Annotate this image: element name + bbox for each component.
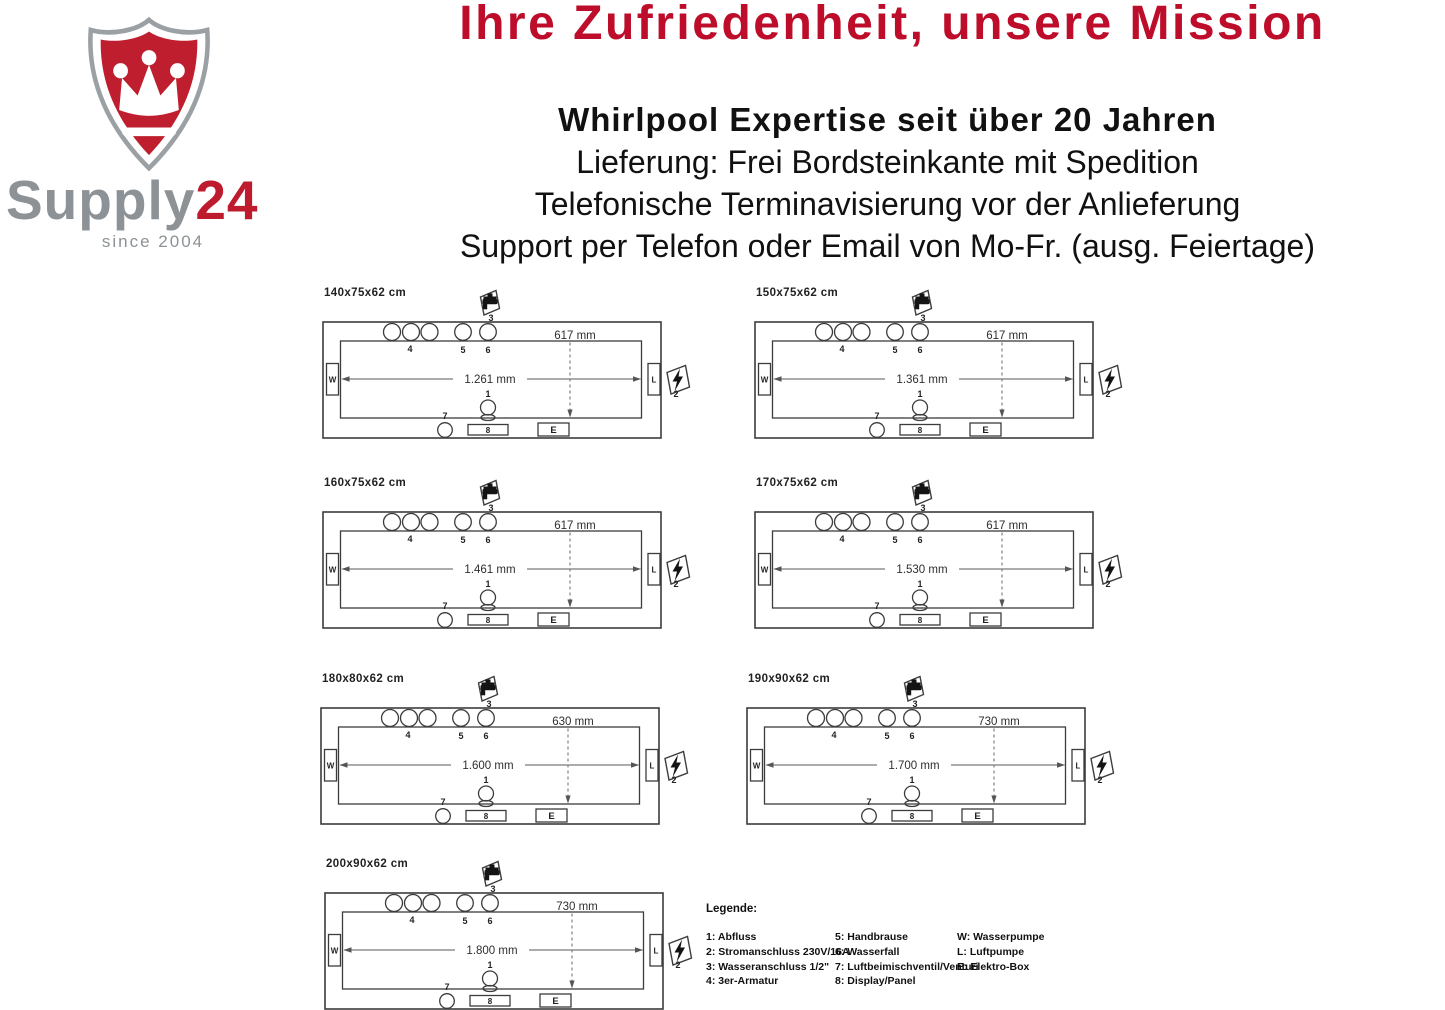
diagram-size-title: 180x80x62 cm <box>322 673 405 685</box>
strom-label: 2 <box>1097 775 1103 785</box>
wasserfall-label: 6 <box>917 535 923 545</box>
armatur-label: 4 <box>407 534 413 544</box>
whirlpool-size-diagram-150 <box>754 285 1126 447</box>
top-fittings <box>808 710 921 727</box>
wasserfall-label: 6 <box>487 916 493 926</box>
wasserfall-label: 6 <box>485 345 491 355</box>
whirlpool-diagram-canvas <box>754 475 1126 637</box>
strom-label: 2 <box>671 775 677 785</box>
diagram-size-title: 170x75x62 cm <box>756 477 839 489</box>
brand-supply: Supply <box>6 169 196 231</box>
elektro-box-label: E <box>548 811 555 822</box>
venturi-label: 7 <box>866 797 872 807</box>
display-panel-label: 8 <box>485 616 491 625</box>
wasserpumpe-label: W <box>760 565 769 575</box>
width-dimension-label: 730 mm <box>978 716 1020 728</box>
luftpumpe-label: L <box>1075 761 1081 771</box>
whirlpool-diagram-canvas <box>320 671 692 833</box>
elektro-box-label: E <box>550 425 557 436</box>
handbrause-label: 5 <box>462 916 468 926</box>
brand-24: 24 <box>195 169 259 231</box>
luftpumpe-label: L <box>651 565 657 575</box>
whirlpool-size-diagram-140 <box>322 285 694 447</box>
intro-line-delivery: Lieferung: Frei Bordsteinkante mit Spedition <box>576 144 1199 180</box>
top-fittings <box>816 324 929 341</box>
top-fittings <box>384 324 497 341</box>
elektro-box-label: E <box>552 996 559 1007</box>
legend-item: 4: 3er-Armatur <box>706 975 779 988</box>
luftpumpe-label: L <box>1083 565 1089 575</box>
tap-icon <box>479 677 498 702</box>
armatur-label: 4 <box>839 534 845 544</box>
venturi-label: 7 <box>874 601 880 611</box>
width-dimension-label: 617 mm <box>554 520 596 532</box>
abfluss-label: 1 <box>487 960 493 970</box>
whirlpool-size-diagram-200 <box>324 856 696 1010</box>
whirlpool-diagram-canvas <box>754 285 1126 447</box>
whirlpool-diagram-canvas <box>324 856 696 1010</box>
length-dimension-label: 1.461 mm <box>464 564 516 576</box>
whirlpool-size-diagram-190 <box>746 671 1118 833</box>
crown-shield-icon <box>78 14 220 174</box>
wasserfall-label: 6 <box>483 731 489 741</box>
tap-number-label: 3 <box>490 884 496 894</box>
whirlpool-diagram-canvas <box>746 671 1118 833</box>
whirlpool-size-diagram-160 <box>322 475 694 637</box>
luftpumpe-label: L <box>1083 375 1089 385</box>
legend-item: L: Luftpumpe <box>957 945 1025 958</box>
venturi-valve <box>440 994 455 1009</box>
venturi-valve <box>438 613 453 628</box>
armatur-label: 4 <box>409 915 415 925</box>
display-panel-label: 8 <box>917 426 923 435</box>
wasserpumpe-label: W <box>760 375 769 385</box>
legend-item: 7: Luftbeimischventil/Venturi <box>835 960 979 973</box>
handbrause-label: 5 <box>458 731 464 741</box>
wasserfall-label: 6 <box>909 731 915 741</box>
tap-icon <box>481 291 500 316</box>
width-dimension-label: 630 mm <box>552 716 594 728</box>
intro-line-bold: Whirlpool Expertise seit über 20 Jahren <box>558 101 1217 138</box>
legend-item: 3: Wasseranschluss 1/2" <box>706 960 830 973</box>
luftpumpe-label: L <box>649 761 655 771</box>
venturi-valve <box>862 809 877 824</box>
intro-line-phone-notice: Telefonische Terminavisierung vor der Anlieferung <box>534 186 1241 222</box>
tap-number-label: 3 <box>488 313 494 323</box>
venturi-valve <box>438 423 453 438</box>
width-dimension <box>567 533 572 608</box>
width-dimension-label: 617 mm <box>986 330 1028 342</box>
supply24-logo <box>0 0 330 270</box>
elektro-box-label: E <box>550 615 557 626</box>
luftpumpe-label: L <box>651 375 657 385</box>
length-dimension-label: 1.261 mm <box>464 374 516 386</box>
venturi-valve <box>870 423 885 438</box>
headline: Ihre Zufriedenheit, unsere Mission <box>459 0 1326 50</box>
display-panel-label: 8 <box>917 616 923 625</box>
venturi-label: 7 <box>874 411 880 421</box>
wasserpumpe-label: W <box>326 761 335 771</box>
tap-icon <box>483 862 502 887</box>
width-dimension-label: 617 mm <box>986 520 1028 532</box>
armatur-label: 4 <box>407 344 413 354</box>
tap-number-label: 3 <box>488 503 494 513</box>
strom-label: 2 <box>673 389 679 399</box>
wasserfall-label: 6 <box>917 345 923 355</box>
brand-tagline: since 2004 <box>101 232 205 251</box>
display-panel-label: 8 <box>483 812 489 821</box>
abfluss-label: 1 <box>483 775 489 785</box>
elektro-box-label: E <box>974 811 981 822</box>
venturi-label: 7 <box>442 411 448 421</box>
wasserfall-label: 6 <box>485 535 491 545</box>
tap-number-label: 3 <box>920 313 926 323</box>
legend-item: 5: Handbrause <box>835 931 908 943</box>
elektro-box-label: E <box>982 425 989 436</box>
tap-icon <box>913 481 932 506</box>
length-dimension-label: 1.530 mm <box>896 564 948 576</box>
width-dimension <box>999 533 1004 608</box>
legend-column-3 <box>957 930 1045 989</box>
length-dimension-label: 1.800 mm <box>466 945 518 957</box>
brand-wordmark <box>6 168 326 232</box>
armatur-label: 4 <box>839 344 845 354</box>
legend-item: W: Wasserpumpe <box>957 931 1045 943</box>
elektro-box-label: E <box>982 615 989 626</box>
top-fittings <box>816 514 929 531</box>
handbrause-label: 5 <box>460 535 466 545</box>
tap-icon <box>913 291 932 316</box>
legend-item: 1: Abfluss <box>706 931 757 943</box>
tap-icon <box>905 677 924 702</box>
legend-title: Legende: <box>706 903 758 915</box>
legend <box>706 903 1045 989</box>
venturi-valve <box>436 809 451 824</box>
legend-column-2 <box>835 930 979 989</box>
handbrause-label: 5 <box>460 345 466 355</box>
handbrause-label: 5 <box>892 535 898 545</box>
venturi-valve <box>870 613 885 628</box>
luftpumpe-label: L <box>653 946 659 956</box>
wasserpumpe-label: W <box>330 946 339 956</box>
abfluss-label: 1 <box>917 389 923 399</box>
display-panel-label: 8 <box>487 997 493 1006</box>
width-dimension <box>991 729 996 804</box>
length-dimension-label: 1.600 mm <box>462 760 514 772</box>
armatur-label: 4 <box>831 730 837 740</box>
length-dimension-label: 1.361 mm <box>896 374 948 386</box>
tap-number-label: 3 <box>920 503 926 513</box>
diagram-size-title: 190x90x62 cm <box>748 673 831 685</box>
diagram-size-title: 200x90x62 cm <box>326 858 409 870</box>
intro-line-support: Support per Telefon oder Email von Mo-Fr. (ausg. Feiertage) <box>460 228 1315 264</box>
abfluss-label: 1 <box>485 389 491 399</box>
tap-number-label: 3 <box>912 699 918 709</box>
strom-label: 2 <box>1105 579 1111 589</box>
strom-label: 2 <box>1105 389 1111 399</box>
top-fittings <box>382 710 495 727</box>
diagram-size-title: 150x75x62 cm <box>756 287 839 299</box>
width-dimension <box>565 729 570 804</box>
wasserpumpe-label: W <box>328 375 337 385</box>
strom-label: 2 <box>675 960 681 970</box>
whirlpool-size-diagram-180 <box>320 671 692 833</box>
tap-icon <box>481 481 500 506</box>
whirlpool-diagram-canvas <box>322 285 694 447</box>
legend-column-1 <box>706 930 850 989</box>
width-dimension-label: 617 mm <box>554 330 596 342</box>
legend-item: 2: Stromanschluss 230V/16A <box>706 945 850 958</box>
handbrause-label: 5 <box>892 345 898 355</box>
tap-number-label: 3 <box>486 699 492 709</box>
handbrause-label: 5 <box>884 731 890 741</box>
width-dimension <box>999 343 1004 418</box>
legend-item: E: Elektro-Box <box>957 960 1030 973</box>
legend-item: 6: Wasserfall <box>835 945 900 958</box>
wasserpumpe-label: W <box>328 565 337 575</box>
strom-label: 2 <box>673 579 679 589</box>
wasserpumpe-label: W <box>752 761 761 771</box>
abfluss-label: 1 <box>485 579 491 589</box>
length-dimension-label: 1.700 mm <box>888 760 940 772</box>
whirlpool-size-diagram-170 <box>754 475 1126 637</box>
venturi-label: 7 <box>444 982 450 992</box>
width-dimension-label: 730 mm <box>556 901 598 913</box>
armatur-label: 4 <box>405 730 411 740</box>
venturi-label: 7 <box>440 797 446 807</box>
abfluss-label: 1 <box>909 775 915 785</box>
display-panel-label: 8 <box>909 812 915 821</box>
diagram-size-title: 140x75x62 cm <box>324 287 407 299</box>
width-dimension <box>569 914 574 989</box>
intro-text <box>330 99 1445 267</box>
abfluss-label: 1 <box>917 579 923 589</box>
top-fittings <box>386 895 499 912</box>
whirlpool-diagram-canvas <box>322 475 694 637</box>
legend-item: 8: Display/Panel <box>835 975 916 988</box>
top-fittings <box>384 514 497 531</box>
venturi-label: 7 <box>442 601 448 611</box>
width-dimension <box>567 343 572 418</box>
display-panel-label: 8 <box>485 426 491 435</box>
diagram-size-title: 160x75x62 cm <box>324 477 407 489</box>
